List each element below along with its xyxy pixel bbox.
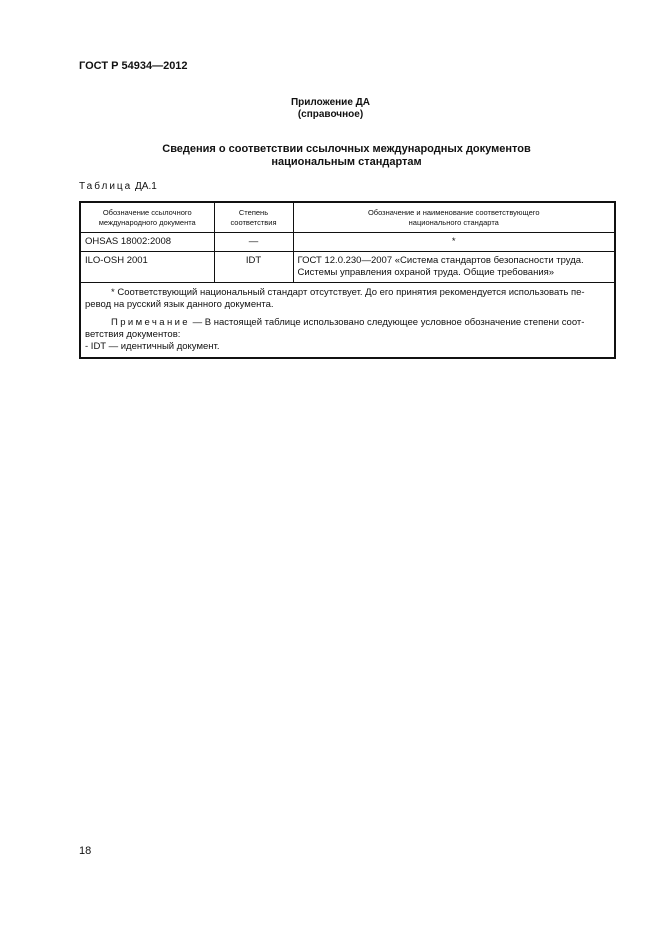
column-header-doc: Обозначение ссылочного международного документа	[80, 202, 214, 233]
note-label: Примечание	[111, 317, 190, 328]
note: Примечание — В настоящей таблице использовано следующее условное обозначение степени соот- ветствия документов: - IDT — идентичный документ.	[85, 317, 585, 352]
table-row	[80, 233, 615, 252]
table-row	[80, 252, 615, 283]
footnote: * Соответствующий национальный стандарт отсутствует. До его принятия рекомендуется использовать пе- ревод на русский язык данного документа.	[85, 287, 585, 310]
cell-doc: OHSAS 18002:2008	[80, 233, 214, 252]
cell-degree: —	[214, 233, 293, 252]
table-caption-word: Таблица	[79, 181, 133, 192]
annex-title: Приложение ДА	[290, 97, 371, 108]
document-header: ГОСТ Р 54934—2012	[79, 60, 188, 72]
section-heading-line2: национальным стандартам	[271, 156, 422, 168]
cell-degree: IDT	[214, 252, 293, 283]
section-heading-line1: Сведения о соответствии ссылочных международных документов	[162, 143, 531, 155]
table-header-row	[80, 202, 615, 233]
cell-national: *	[293, 233, 615, 252]
table-caption	[79, 181, 157, 192]
table-notes	[80, 283, 615, 359]
cell-doc: ILO-OSH 2001	[80, 252, 214, 283]
page-number: 18	[79, 845, 92, 857]
column-header-national: Обозначение и наименование соответствующего национального стандарта	[293, 202, 615, 233]
annex-subtitle: (справочное)	[297, 109, 364, 120]
column-header-degree: Степень соответствия	[214, 202, 293, 233]
cell-national: ГОСТ 12.0.230—2007 «Система стандартов безопасности труда. Системы управления охраной труда. Общие требования»	[293, 252, 615, 283]
table-notes-row	[80, 283, 615, 359]
reference-table	[79, 201, 616, 359]
table-caption-id: ДА.1	[135, 181, 157, 192]
